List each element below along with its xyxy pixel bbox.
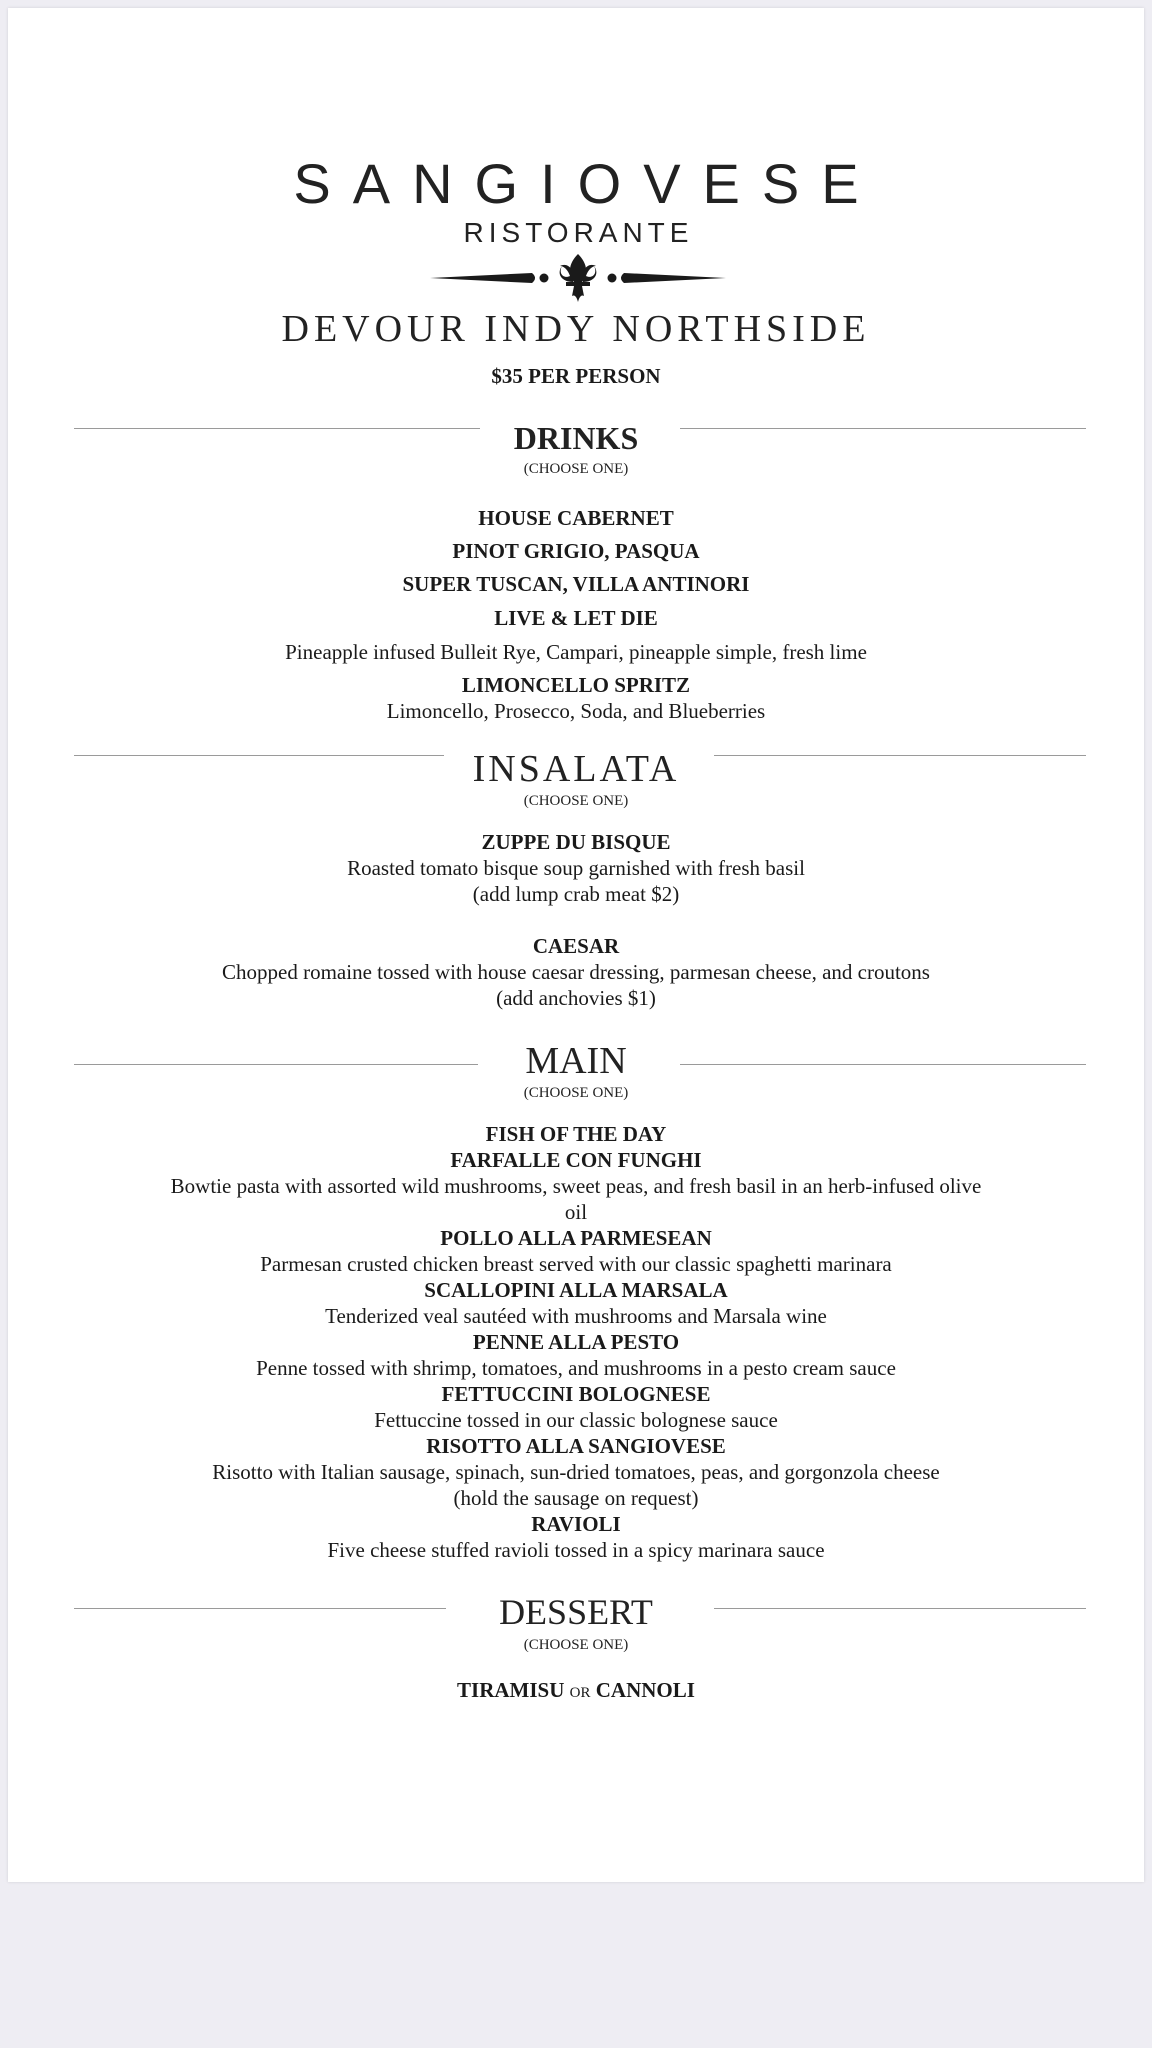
menu-item-description: Chopped romaine tossed with house caesar dressing, parmesan cheese, and croutons: [222, 960, 930, 984]
menu-item-description: Risotto with Italian sausage, spinach, sun-dried tomatoes, peas, and gorgonzola cheese: [212, 1460, 940, 1484]
menu-item-description: Five cheese stuffed ravioli tossed in a spicy marinara sauce: [327, 1538, 825, 1562]
section-title-insalata: INSALATA: [472, 748, 680, 790]
menu-item-description: oil: [564, 1200, 588, 1224]
menu-item-description: Parmesan crusted chicken breast served with our classic spaghetti marinara: [260, 1252, 892, 1276]
section-title-drinks: DRINKS: [513, 420, 639, 456]
choose-one-label: (CHOOSE ONE): [523, 793, 629, 809]
fleur-de-lis-icon: [428, 252, 728, 304]
menu-item-name: SCALLOPINI ALLA MARSALA: [424, 1278, 728, 1302]
menu-item-note: (hold the sausage on request): [453, 1486, 699, 1510]
dessert-option-tiramisu: TIRAMISU: [457, 1678, 565, 1702]
restaurant-name: SANGIOVESE: [293, 152, 881, 215]
dessert-option-cannoli: CANNOLI: [595, 1678, 695, 1702]
menu-item-name: FISH OF THE DAY: [485, 1122, 667, 1146]
section-title-main: MAIN: [525, 1040, 627, 1082]
choose-one-label: (CHOOSE ONE): [523, 1637, 629, 1653]
menu-item-name: LIMONCELLO SPRITZ: [461, 673, 691, 697]
restaurant-subtitle: RISTORANTE: [463, 217, 694, 248]
menu-item-name: RISOTTO ALLA SANGIOVESE: [426, 1434, 726, 1458]
dessert-or-label: OR: [569, 1685, 591, 1701]
menu-item-description: Bowtie pasta with assorted wild mushrooms, sweet peas, and fresh basil in an herb-infused olive: [170, 1174, 982, 1198]
menu-item-name: HOUSE CABERNET: [478, 506, 674, 530]
menu-item-name: ZUPPE DU BISQUE: [481, 830, 671, 854]
menu-item-name: LIVE & LET DIE: [494, 606, 658, 630]
menu-page: [8, 8, 1144, 1882]
menu-item-name: RAVIOLI: [531, 1512, 621, 1536]
menu-item-description: Tenderized veal sautéed with mushrooms and Marsala wine: [325, 1304, 827, 1328]
event-title: DEVOUR INDY NORTHSIDE: [281, 308, 871, 350]
menu-item-name: FARFALLE CON FUNGHI: [450, 1148, 702, 1172]
menu-item-note: (add lump crab meat $2): [472, 882, 680, 906]
menu-item-description: Pineapple infused Bulleit Rye, Campari, pineapple simple, fresh lime: [285, 640, 867, 664]
section-title-dessert: DESSERT: [499, 1592, 653, 1632]
menu-item-description: Limoncello, Prosecco, Soda, and Blueberries: [386, 699, 766, 723]
menu-item-name: SUPER TUSCAN, VILLA ANTINORI: [402, 572, 750, 596]
price-per-person: $35 PER PERSON: [491, 364, 661, 388]
menu-item-name: PINOT GRIGIO, PASQUA: [452, 539, 700, 563]
dessert-options: [8, 1680, 1144, 1701]
menu-item-description: Roasted tomato bisque soup garnished with fresh basil: [347, 856, 805, 880]
menu-item-name: CAESAR: [532, 934, 620, 958]
choose-one-label: (CHOOSE ONE): [523, 461, 629, 477]
menu-item-note: (add anchovies $1): [496, 986, 656, 1010]
menu-item-description: Fettuccine tossed in our classic bolognese sauce: [374, 1408, 778, 1432]
choose-one-label: (CHOOSE ONE): [523, 1085, 629, 1101]
menu-item-name: POLLO ALLA PARMESEAN: [440, 1226, 712, 1250]
menu-item-description: Penne tossed with shrimp, tomatoes, and mushrooms in a pesto cream sauce: [256, 1356, 896, 1380]
menu-item-name: PENNE ALLA PESTO: [472, 1330, 680, 1354]
menu-item-name: FETTUCCINI BOLOGNESE: [441, 1382, 711, 1406]
